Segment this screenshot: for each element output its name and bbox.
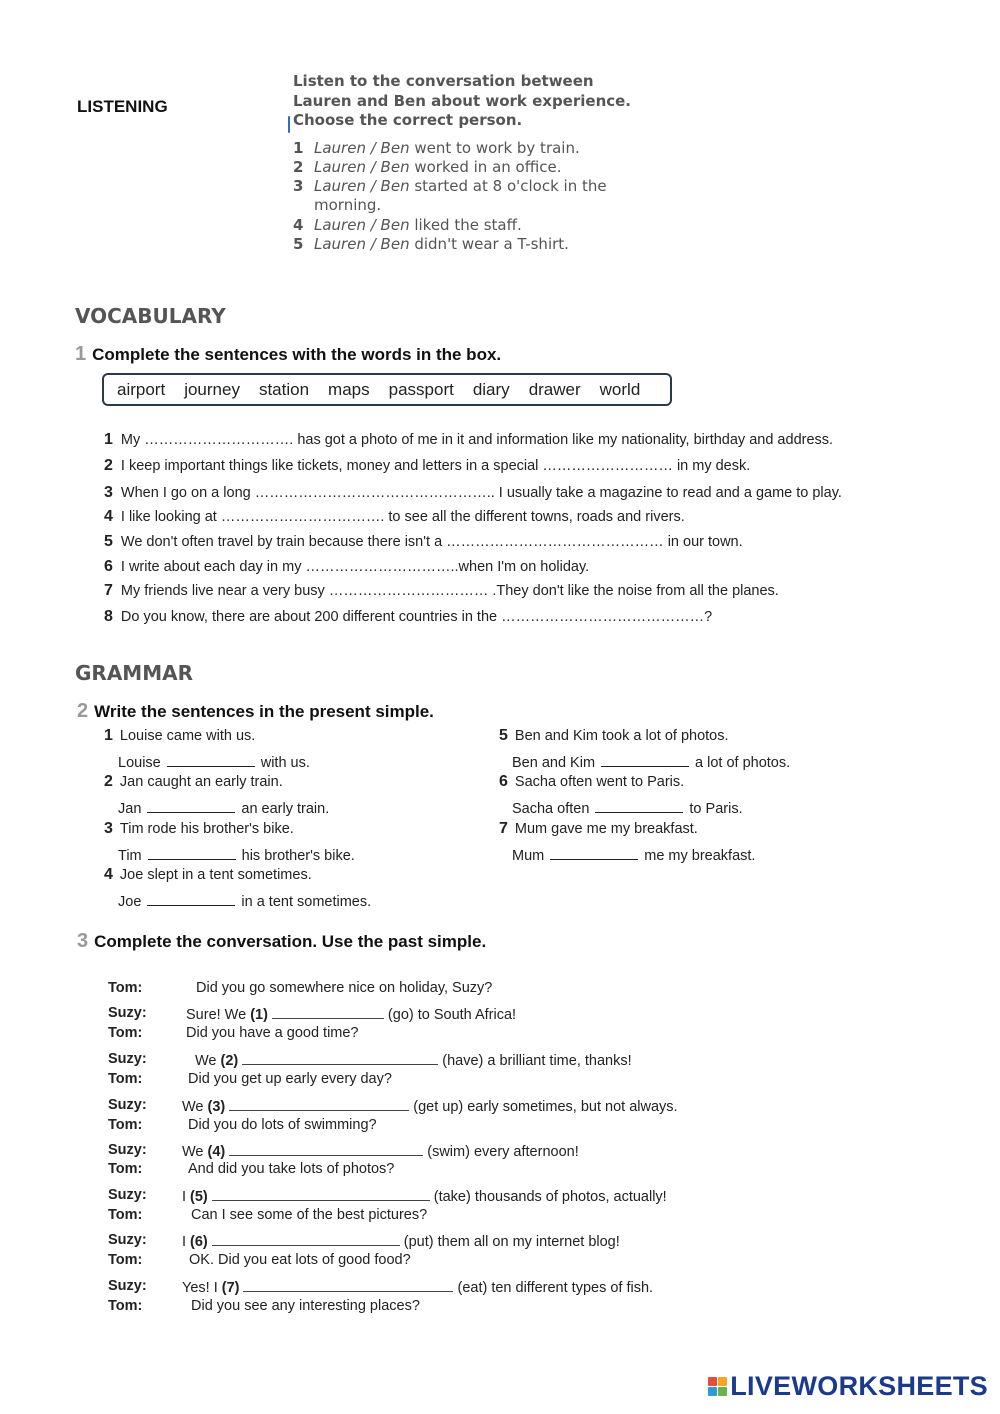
logo-square: [718, 1387, 727, 1396]
sentence-text: Joe slept in a tent sometimes.: [119, 867, 312, 883]
speaker-label: Tom:: [108, 1298, 143, 1314]
conversation-line: [189, 1252, 411, 1268]
sentence-text: Tim rode his brother's bike.: [119, 821, 294, 837]
vocabulary-title: VOCABULARY: [75, 304, 226, 328]
line-text: I: [182, 1234, 187, 1250]
item-number: 1: [293, 138, 304, 157]
word-box: [102, 373, 672, 406]
sentence-text: I keep important things like tickets, money and letters in a special ……………………… in my desk.: [120, 458, 751, 474]
answer-line: [512, 845, 755, 864]
listening-item: [293, 177, 653, 216]
listening-title: LISTENING: [77, 97, 168, 116]
conversation-line: [186, 1025, 359, 1041]
item-body: [314, 235, 569, 254]
word-box-item: world: [599, 379, 641, 399]
vocabulary-sentence: [104, 558, 589, 576]
speaker-label: Suzy:: [108, 1051, 147, 1067]
sentence-number: 2: [104, 457, 113, 474]
speaker-label: Tom:: [108, 1117, 143, 1133]
listening-instruction: Listen to the conversation between Lauren and Ben about work experience. Choose the correct person.: [293, 72, 632, 129]
answer-blank-input[interactable]: [212, 1232, 400, 1246]
sentence-text: Sacha often went to Paris.: [514, 774, 685, 790]
answer-line: [512, 752, 790, 771]
exercise-number: 1: [75, 343, 87, 365]
answer-blank-input[interactable]: [212, 1187, 430, 1201]
grammar-sentence: [104, 727, 255, 745]
verb-hint: (get up) early sometimes, but not always.: [413, 1099, 678, 1115]
speaker-label: Suzy:: [108, 1187, 147, 1203]
sentence-text: Ben and Kim took a lot of photos.: [514, 728, 729, 744]
answer-blank-input[interactable]: [243, 1278, 453, 1292]
item-body: [314, 216, 522, 235]
item-number: 2: [293, 157, 304, 176]
answer-subject: Jan: [118, 801, 142, 817]
word-box-item: journey: [184, 379, 240, 399]
speaker-label: Tom:: [108, 980, 143, 996]
line-text: Did you have a good time?: [186, 1025, 359, 1041]
speaker-label: Suzy:: [108, 1097, 147, 1113]
exercise-instruction: Complete the sentences with the words in the box.: [92, 345, 502, 364]
answer-rest: to Paris.: [689, 801, 743, 817]
speaker-label: Tom:: [108, 1252, 143, 1268]
answer-line: [118, 798, 329, 817]
sentence-text: We don't often travel by train because there isn't a ……………………………………… in our town.: [120, 534, 743, 550]
answer-blank-input[interactable]: [167, 752, 255, 767]
sentence-number: 1: [104, 431, 113, 448]
person-choice[interactable]: Lauren / Ben: [314, 215, 410, 234]
item-text: started at 8 o'clock in the morning.: [314, 177, 607, 215]
sentence-number: 3: [104, 484, 113, 501]
word-box-item: station: [258, 379, 310, 399]
answer-subject: Joe: [118, 894, 142, 910]
verb-hint: (eat) ten different types of fish.: [457, 1280, 654, 1296]
vocabulary-exercise-heading: [75, 343, 501, 366]
logo-square: [708, 1377, 717, 1386]
sentence-text: Mum gave me my breakfast.: [514, 821, 698, 837]
conversation-line: [191, 1298, 420, 1314]
vocabulary-sentence: [104, 508, 685, 526]
person-choice[interactable]: Lauren / Ben: [314, 177, 410, 196]
answer-subject: Mum: [512, 848, 545, 864]
vocabulary-sentence: [104, 457, 750, 475]
word-box-item: airport: [117, 379, 166, 399]
item-text: liked the staff.: [409, 215, 522, 234]
sentence-number: 6: [104, 558, 113, 575]
listening-item: [293, 139, 653, 158]
line-text: And did you take lots of photos?: [188, 1161, 395, 1177]
item-number: 3: [293, 177, 304, 196]
gap-number: (1): [250, 1007, 268, 1023]
item-text: worked in an office.: [409, 157, 562, 176]
vocabulary-sentence: [104, 431, 833, 449]
grammar-sentence: [104, 773, 283, 791]
answer-rest: a lot of photos.: [695, 755, 791, 771]
line-text: Can I see some of the best pictures?: [191, 1207, 428, 1223]
conversation-line: [186, 1005, 516, 1023]
listening-item: [293, 235, 653, 254]
speaker-label: Suzy:: [108, 1232, 147, 1248]
verb-hint: (go) to South Africa!: [387, 1007, 517, 1023]
person-choice[interactable]: Lauren / Ben: [314, 234, 410, 253]
answer-line: [118, 845, 355, 864]
liveworksheets-logo: [708, 1371, 988, 1402]
person-choice[interactable]: Lauren / Ben: [314, 138, 410, 157]
gap-number: (5): [190, 1189, 208, 1205]
conversation-line: [188, 1117, 377, 1133]
grammar-sentence: [499, 820, 698, 838]
answer-blank-input[interactable]: [242, 1051, 438, 1065]
gap-number: (2): [220, 1053, 239, 1069]
exercise-number: 3: [77, 930, 89, 952]
speaker-label: Tom:: [108, 1207, 143, 1223]
line-text: Yes! I: [182, 1280, 218, 1296]
answer-blank-input[interactable]: [147, 891, 235, 906]
vocabulary-sentence: [104, 484, 842, 502]
conversation-line: [182, 1097, 678, 1115]
logo-square: [708, 1387, 717, 1396]
exercise-number: 2: [77, 700, 89, 722]
conversation-line: [182, 1278, 653, 1296]
sentence-number: 7: [104, 582, 113, 599]
item-number: 5: [293, 234, 304, 253]
sentence-number: 8: [104, 608, 113, 625]
item-number: 4: [293, 215, 304, 234]
answer-subject: Louise: [118, 755, 161, 771]
answer-blank-input[interactable]: [229, 1097, 409, 1111]
answer-blank-input[interactable]: [147, 798, 235, 813]
grammar-exercise2-heading: [77, 700, 434, 723]
conversation-line: [182, 1187, 667, 1205]
sentence-number: 5: [499, 727, 508, 744]
vocabulary-sentence: [104, 582, 779, 600]
grammar-title: GRAMMAR: [75, 661, 193, 685]
logo-text: LIVEWORKSHEETS: [730, 1371, 988, 1401]
line-text: I: [182, 1189, 187, 1205]
line-text: Did you go somewhere nice on holiday, Suzy?: [196, 980, 493, 996]
liveworksheets-logo-icon: [708, 1377, 727, 1396]
speaker-label: Tom:: [108, 1025, 143, 1041]
sentence-text: I write about each day in my …………………………..when I'm on holiday.: [120, 559, 590, 575]
sentence-number: 6: [499, 773, 508, 790]
speaker-label: Suzy:: [108, 1142, 147, 1158]
line-text: Did you get up early every day?: [188, 1071, 392, 1087]
line-text: OK. Did you eat lots of good food?: [189, 1252, 411, 1268]
sentence-number: 5: [104, 533, 113, 550]
speaker-label: Tom:: [108, 1161, 143, 1177]
answer-blank-input[interactable]: [229, 1142, 423, 1156]
speaker-label: Suzy:: [108, 1278, 147, 1294]
word-box-item: diary: [472, 379, 510, 399]
sentence-number: 1: [104, 727, 113, 744]
item-body: [314, 139, 580, 158]
sentence-number: 2: [104, 773, 113, 790]
logo-square: [718, 1377, 727, 1386]
conversation-line: [195, 1051, 632, 1069]
verb-hint: (have) a brilliant time, thanks!: [442, 1053, 632, 1069]
listening-items: [293, 139, 653, 255]
conversation-line: [188, 1071, 392, 1087]
answer-subject: Tim: [118, 848, 142, 864]
answer-rest: me my breakfast.: [644, 848, 756, 864]
item-text: didn't wear a T-shirt.: [409, 234, 569, 253]
gap-number: (7): [221, 1280, 240, 1296]
line-text: We: [182, 1099, 204, 1115]
answer-rest: with us.: [260, 755, 310, 771]
sentence-number: 4: [104, 866, 113, 883]
answer-blank-input[interactable]: [148, 845, 236, 860]
listening-item: [293, 158, 653, 177]
vocabulary-sentence: [104, 533, 743, 551]
conversation-line: [191, 1207, 427, 1223]
gap-number: (4): [207, 1144, 226, 1160]
item-body: [314, 177, 653, 216]
conversation-line: [182, 1232, 620, 1250]
vocabulary-sentence: [104, 608, 712, 626]
line-text: We: [195, 1053, 217, 1069]
answer-line: [118, 752, 310, 771]
item-body: [314, 158, 561, 177]
verb-hint: (take) thousands of photos, actually!: [433, 1189, 667, 1205]
sentence-number: 4: [104, 508, 113, 525]
person-choice[interactable]: Lauren / Ben: [314, 157, 410, 176]
word-box-item: drawer: [528, 379, 581, 399]
verb-hint: (swim) every afternoon!: [427, 1144, 579, 1160]
listening-task: [293, 72, 653, 254]
word-box-item: maps: [328, 379, 370, 399]
answer-subject: Ben and Kim: [512, 755, 596, 771]
speaker-label: Suzy:: [108, 1005, 147, 1021]
line-text: Sure! We: [186, 1007, 247, 1023]
listening-item: [293, 216, 653, 235]
sentence-text: Do you know, there are about 200 different countries in the ……………………………………?: [120, 609, 713, 625]
gap-number: (6): [190, 1234, 208, 1250]
answer-line: [118, 891, 371, 910]
answer-rest: in a tent sometimes.: [241, 894, 372, 910]
answer-blank-input[interactable]: [601, 752, 689, 767]
answer-subject: Sacha often: [512, 801, 590, 817]
sentence-text: My friends live near a very busy …………………………… .They don't like the noise from all the planes.: [120, 583, 779, 599]
sentence-text: I like looking at ……………………………. to see all the different towns, roads and rivers.: [120, 509, 685, 525]
text-cursor-mark: [288, 116, 290, 133]
conversation-line: [196, 980, 492, 996]
grammar-sentence: [499, 773, 684, 791]
sentence-text: When I go on a long ………………………………………….. I usually take a magazine to read and a game to play.: [120, 485, 842, 501]
speaker-label: Tom:: [108, 1071, 143, 1087]
grammar-exercise3-heading: [77, 930, 486, 953]
grammar-sentence: [104, 866, 312, 884]
verb-hint: (put) them all on my internet blog!: [403, 1234, 620, 1250]
grammar-sentence: [104, 820, 294, 838]
conversation-line: [182, 1142, 579, 1160]
word-box-item: passport: [388, 379, 454, 399]
sentence-number: 3: [104, 820, 113, 837]
sentence-text: My …………………………. has got a photo of me in it and information like my nationality, birthday and address.: [120, 432, 834, 448]
exercise-instruction: Write the sentences in the present simple.: [94, 702, 434, 721]
grammar-sentence: [499, 727, 729, 745]
sentence-text: Jan caught an early train.: [119, 774, 283, 790]
line-text: Did you do lots of swimming?: [188, 1117, 377, 1133]
item-text: went to work by train.: [409, 138, 580, 157]
answer-blank-input[interactable]: [595, 798, 683, 813]
line-text: Did you see any interesting places?: [191, 1298, 420, 1314]
answer-blank-input[interactable]: [550, 845, 638, 860]
answer-blank-input[interactable]: [272, 1005, 384, 1019]
line-text: We: [182, 1144, 204, 1160]
exercise-instruction: Complete the conversation. Use the past simple.: [94, 932, 487, 951]
gap-number: (3): [207, 1099, 226, 1115]
answer-line: [512, 798, 743, 817]
sentence-text: Louise came with us.: [119, 728, 256, 744]
answer-rest: his brother's bike.: [241, 848, 355, 864]
answer-rest: an early train.: [241, 801, 330, 817]
sentence-number: 7: [499, 820, 508, 837]
conversation-line: [188, 1161, 394, 1177]
